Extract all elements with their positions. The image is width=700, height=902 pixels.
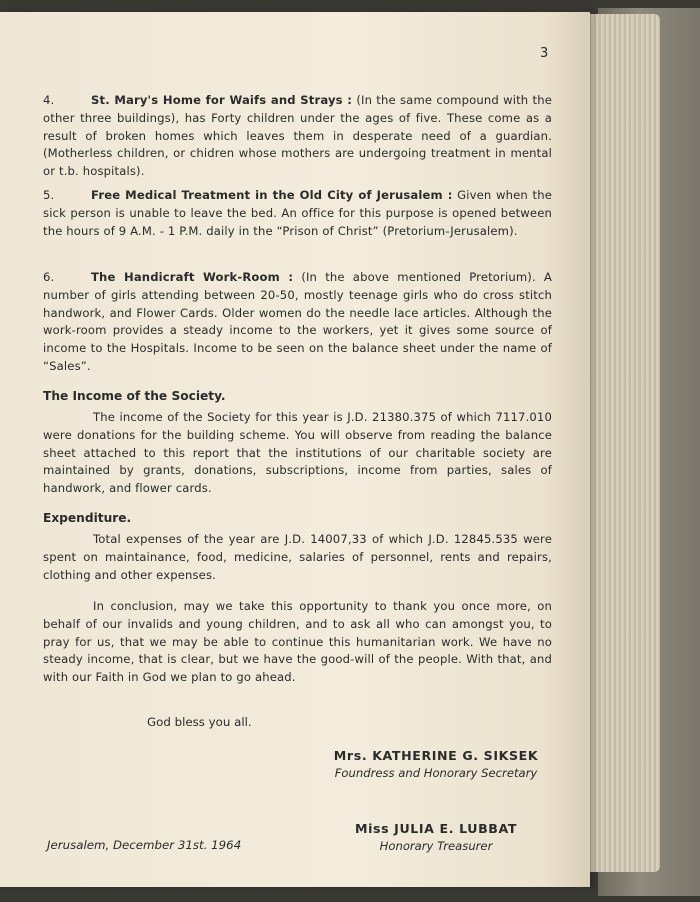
item-5-body: Given when the sick person is unable to leave the bed. An office for this purpose is opened between the hours of 9 A.M. - 1 P.M. daily in the “Prison of Christ” (Pretorium-Jerusalem). bbox=[43, 188, 552, 238]
signature-lubbat bbox=[330, 821, 542, 853]
signatory-name-siksek: Mrs. KATHERINE G. SIKSEK bbox=[333, 748, 539, 763]
item-6-number: 6. bbox=[43, 270, 55, 284]
expenditure-paragraph bbox=[43, 531, 552, 584]
income-body: The income of the Society for this year is J.D. 21380.375 of which 7117.010 were donations for the building scheme. You will observe from reading the balance sheet attached to this report that the institutions of our charitable society are maintained by grants, donations, subscriptions, income from parties, sales of handwork, and flower cards. bbox=[43, 410, 552, 496]
item-4-title: St. Mary's Home for Waifs and Strays : bbox=[91, 93, 353, 107]
signatory-role-siksek: Foundress and Honorary Secretary bbox=[334, 766, 538, 780]
expenditure-body: Total expenses of the year are J.D. 14007,33 of which J.D. 12845.535 were spent on maintainance, food, medicine, salaries of personnel, rents and repairs, clothing and other expenses. bbox=[43, 532, 552, 582]
item-6-paragraph bbox=[43, 269, 552, 376]
signature-siksek bbox=[330, 748, 542, 780]
income-paragraph bbox=[43, 409, 552, 498]
item-5-paragraph bbox=[43, 187, 552, 240]
page-number: 3 bbox=[540, 46, 549, 61]
expenditure-heading: Expenditure. bbox=[43, 511, 132, 525]
item-5-number: 5. bbox=[43, 188, 55, 202]
item-4-number: 4. bbox=[43, 93, 55, 107]
document-page bbox=[0, 12, 590, 887]
income-heading: The Income of the Society. bbox=[43, 389, 226, 403]
item-4-paragraph bbox=[43, 92, 552, 181]
item-6-title: The Handicraft Work-Room : bbox=[91, 270, 294, 284]
item-6-body: (In the above mentioned Pretorium). A number of girls attending between 20-50, mostly teenage girls who do cross stitch handwork, and Flower Cards. Older women do the needle lace articles. Although the work-room provides a steady income to the workers, yet it gives some source of income to the Hospitals. Income to be seen on the balance sheet under the name of “Sales”. bbox=[43, 270, 552, 373]
conclusion-body: In conclusion, may we take this opportunity to thank you once more, on behalf of our invalids and young children, and to ask all who can amongst you, to pray for us, that we may be able to continue this humanitarian work. We have no steady income, that is clear, but we have the good-will of the people. With that, and with our Faith in God we plan to go ahead. bbox=[43, 599, 552, 685]
page-edges bbox=[582, 14, 660, 872]
conclusion-paragraph bbox=[43, 598, 552, 687]
place-date: Jerusalem, December 31st. 1964 bbox=[47, 838, 242, 852]
signatory-name-lubbat: Miss JULIA E. LUBBAT bbox=[354, 821, 518, 836]
signatory-role-lubbat: Honorary Treasurer bbox=[379, 839, 493, 853]
blessing-line: God bless you all. bbox=[147, 715, 252, 729]
item-4-body: (In the same compound with the other three buildings), has Forty children under the ages of five. These come as a result of broken homes which leaves them in desperate need of a guardian. (Motherless children, or chidren whose mothers are undergoing treatment in mental or t.b. hospitals). bbox=[43, 93, 552, 179]
item-5-title: Free Medical Treatment in the Old City of Jerusalem : bbox=[91, 188, 453, 202]
